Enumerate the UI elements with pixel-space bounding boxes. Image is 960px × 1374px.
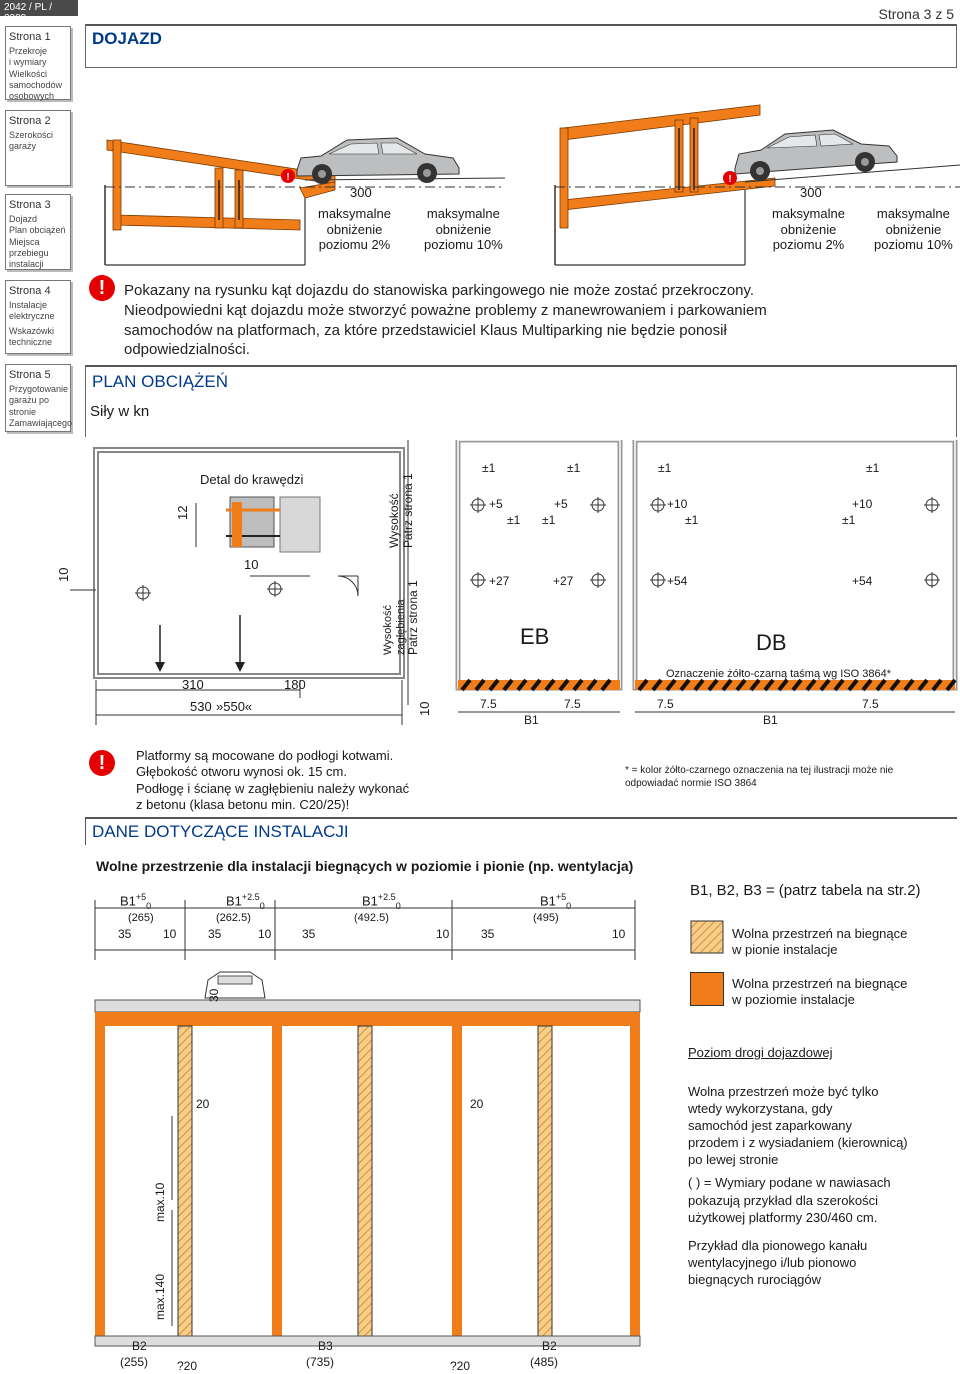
road-level-label: Poziom drogi dojazdowej [688, 1045, 833, 1060]
eb-plus27-left: +27 [489, 574, 510, 588]
sidebar-item-heading: Strona 5 [9, 369, 51, 381]
sidebar-item-line: garaży [9, 141, 37, 152]
max-140: max.140 [153, 1273, 167, 1320]
legend-orange-swatch [690, 972, 724, 1006]
plan-subtitle: Siły w kn [90, 403, 150, 420]
note-example: Przykład dla pionowego kanału wentylacyjnego i/lub pionowo biegnących rurociągów [688, 1238, 868, 1287]
document-id: 2042 / PL / 2009 [0, 0, 78, 16]
eb-b1: B1 [524, 713, 539, 727]
dim-10: 10 [436, 927, 450, 941]
ramp-right-label-a: maksymalne obniżenie poziomu 2% [772, 206, 845, 253]
dim-35: 35 [208, 927, 222, 941]
sidebar-item-heading: Strona 3 [9, 199, 51, 211]
sidebar-item-line: Plan obciążeń [9, 225, 66, 236]
sidebar-item-line: Szerokości [9, 130, 54, 140]
sidebar-item-heading: Strona 1 [9, 31, 51, 43]
dim-20-a: 20 [196, 1097, 210, 1111]
dim-35: 35 [118, 927, 132, 941]
sidebar-item-line: Dojazd [9, 214, 38, 224]
dim-550: »550« [216, 699, 253, 714]
anchor-note: Platformy są mocowane do podłogi kotwami. Głębokość otworu wynosi ok. 15 cm. Podłogę i ścianę w zagłębieniu należy wykonać z betonu (klasa betonu min. C20/25)! [136, 748, 410, 812]
sidebar-item-line: przebiegu [9, 247, 49, 258]
bottom-b2-left-paren: (255) [120, 1355, 149, 1369]
bottom-gap-1: ?20 [177, 1359, 198, 1373]
legend-horizontal: Wolna przestrzeń na biegnące w poziomie instalacje [732, 976, 908, 1008]
bottom-b2-right-paren: (485) [530, 1355, 559, 1369]
install-header-edge [85, 817, 86, 845]
install-title: DANE DOTYCZĄCE INSTALACJI [92, 822, 349, 841]
tape-note: Oznaczenie żółto-czarną taśmą wg ISO 3864* [666, 668, 892, 680]
db-pm-top-left: ±1 [658, 461, 672, 475]
eb-dim-75-left: 7.5 [480, 697, 497, 711]
b1-label-3: $B1^{+2.5}_0$ [362, 892, 401, 911]
db-plus54-left: +54 [667, 574, 688, 588]
dim-180: 180 [284, 677, 306, 692]
installation-diagram [90, 880, 650, 1350]
eb-dim-75-right: 7.5 [564, 697, 581, 711]
sidebar-item-page1[interactable] [5, 26, 71, 100]
note-brackets: ( ) = Wymiary podane w nawiasach pokazują przykład dla szerokości użytkowej platformy 230/460 cm. [688, 1175, 891, 1226]
height-label-2: Wysokość zagłębienia Patrz strona 1 [382, 580, 421, 655]
paren-1: (265) [128, 912, 154, 924]
db-plus54-right: +54 [852, 574, 873, 588]
eb-plus5-left: +5 [489, 497, 503, 511]
dim-20-b: 20 [470, 1097, 484, 1111]
bottom-b2-left: B2 [132, 1339, 147, 1353]
sidebar-item-line: Zamawiającego [9, 417, 73, 428]
db-pm-top-right: ±1 [866, 461, 880, 475]
dojazd-title: DOJAZD [92, 29, 162, 48]
dim-35: 35 [481, 927, 495, 941]
paren-4: (495) [533, 912, 559, 924]
bottom-b3: B3 [318, 1339, 333, 1353]
dim-35: 35 [302, 927, 316, 941]
sidebar-item-line: elektryczne [9, 311, 55, 322]
ramp-right-label-b: maksymalne obniżenie poziomu 10% [874, 206, 953, 253]
legend-hatch-swatch [690, 920, 724, 954]
db-dim-75-right: 7.5 [862, 697, 879, 711]
height-label-1: Wysokość Patrz strona 1 [387, 473, 415, 548]
eb-pm-top-right: ±1 [567, 461, 581, 475]
db-dim-75-left: 7.5 [657, 697, 674, 711]
sidebar-item-line: Miejsca [9, 236, 40, 247]
sidebar-item-page2[interactable] [5, 110, 71, 186]
sidebar-item-line: Przygotowanie [9, 384, 69, 394]
eb-pm-mid-left: ±1 [507, 513, 521, 527]
sidebar-item-line: Przekroje [9, 46, 48, 56]
sidebar-item-line: techniczne [9, 336, 53, 347]
max-10: max.10 [153, 1182, 167, 1222]
db-b1: B1 [763, 713, 778, 727]
sidebar-item-line: stronie [9, 406, 37, 417]
dim-310: 310 [182, 677, 204, 692]
sidebar-item-page3[interactable] [5, 194, 71, 270]
sidebar-item-line: Instalacje [9, 300, 48, 310]
svg-text:!: ! [286, 172, 290, 183]
sidebar-item-line: Wskazówki [9, 325, 55, 336]
b1-label-4: $B1^{+5}_0$ [540, 892, 572, 911]
eb-plus5-right: +5 [554, 497, 568, 511]
dim-530: 530 [190, 699, 212, 714]
sidebar-item-line: Wielkości [9, 68, 48, 79]
ramp-left-dim: 300 [350, 185, 372, 200]
dim-10: 10 [612, 927, 626, 941]
dojazd-warning-text: Pokazany na rysunku kąt dojazdu do stanowiska parkingowego nie może zostać przekroczony. Nieodpowiedni kąt dojazdu może stworzyć poważne problemy z manewrowaniem i parkowaniem samochodów na platformach, za które przedstawiciel Klaus Multiparking nie będzie ponosił odpowiedzialności. [124, 282, 767, 359]
eb-pm-mid-right: ±1 [542, 513, 556, 527]
sidebar-item-line: garażu po [9, 395, 50, 406]
db-pm-mid-right: ±1 [842, 513, 856, 527]
sidebar-item-line: i wymiary [9, 57, 47, 68]
sidebar-item-line: instalacji [9, 259, 44, 269]
svg-text:!: ! [728, 174, 732, 185]
ramp-left-label-a: maksymalne obniżenie poziomu 2% [318, 206, 391, 253]
sidebar-item-page5[interactable] [5, 364, 71, 432]
paren-2: (262.5) [216, 912, 251, 924]
dim-10: 10 [163, 927, 177, 941]
sidebar-item-line: osobowych [9, 91, 55, 101]
dim-10-detail: 10 [244, 557, 259, 572]
bottom-gap-2: ?20 [450, 1359, 471, 1373]
ramp-right-dim: 300 [800, 185, 822, 200]
dojazd-header-box [85, 24, 957, 68]
dim-10-side: 10 [56, 567, 71, 582]
dim-12: 12 [175, 505, 190, 520]
legend-vertical: Wolna przestrzeń na biegnące w pionie instalacje [732, 926, 908, 958]
install-subtitle: Wolne przestrzenie dla instalacji biegnących w poziomie i pionie (np. wentylacja) [96, 858, 634, 874]
bottom-b2-right: B2 [542, 1339, 557, 1353]
bottom-b3-paren: (735) [306, 1355, 335, 1369]
eb-pm-top-left: ±1 [482, 461, 496, 475]
db-plus10-left: +10 [667, 497, 688, 511]
dim-30: 30 [207, 988, 221, 1002]
detail-label: Detal do krawędzi [200, 472, 304, 487]
sidebar-item-page4[interactable] [5, 280, 71, 354]
sidebar-item-line: samochodów [9, 79, 63, 90]
b1-label-1: $B1^{+5}_0$ [120, 892, 152, 911]
warning-icon: ! [89, 275, 115, 301]
ramp-left-label-b: maksymalne obniżenie poziomu 10% [424, 206, 503, 253]
plan-title: PLAN OBCIĄŻEŃ [92, 372, 229, 391]
legend-b-note: B1, B2, B3 = (patrz tabela na str.2) [690, 882, 921, 899]
db-pm-mid-left: ±1 [685, 513, 699, 527]
sidebar-item-heading: Strona 4 [9, 285, 51, 297]
dim-10-bottom: 10 [417, 701, 432, 716]
b1-label-2: $B1^{+2.5}_0$ [226, 892, 265, 911]
sidebar-item-heading: Strona 2 [9, 115, 51, 127]
dim-10: 10 [258, 927, 272, 941]
iso-footnote: * = kolor żółto-czarnego oznaczenia na tej ilustracji może nie odpowiadać normie ISO 3864 [625, 765, 894, 789]
db-label: DB [756, 630, 787, 655]
eb-plus27-right: +27 [553, 574, 574, 588]
eb-label: EB [520, 624, 550, 649]
db-plus10-right: +10 [852, 497, 873, 511]
warning-icon: ! [89, 750, 115, 776]
page-indicator: Strona 3 z 5 [878, 6, 954, 22]
paren-3: (492.5) [354, 912, 389, 924]
note-space-usage: Wolna przestrzeń może być tylko wtedy wykorzystana, gdy samochód jest zaparkowany przodem i z wysiadaniem (kierownicą) po lewej stronie [688, 1084, 908, 1167]
